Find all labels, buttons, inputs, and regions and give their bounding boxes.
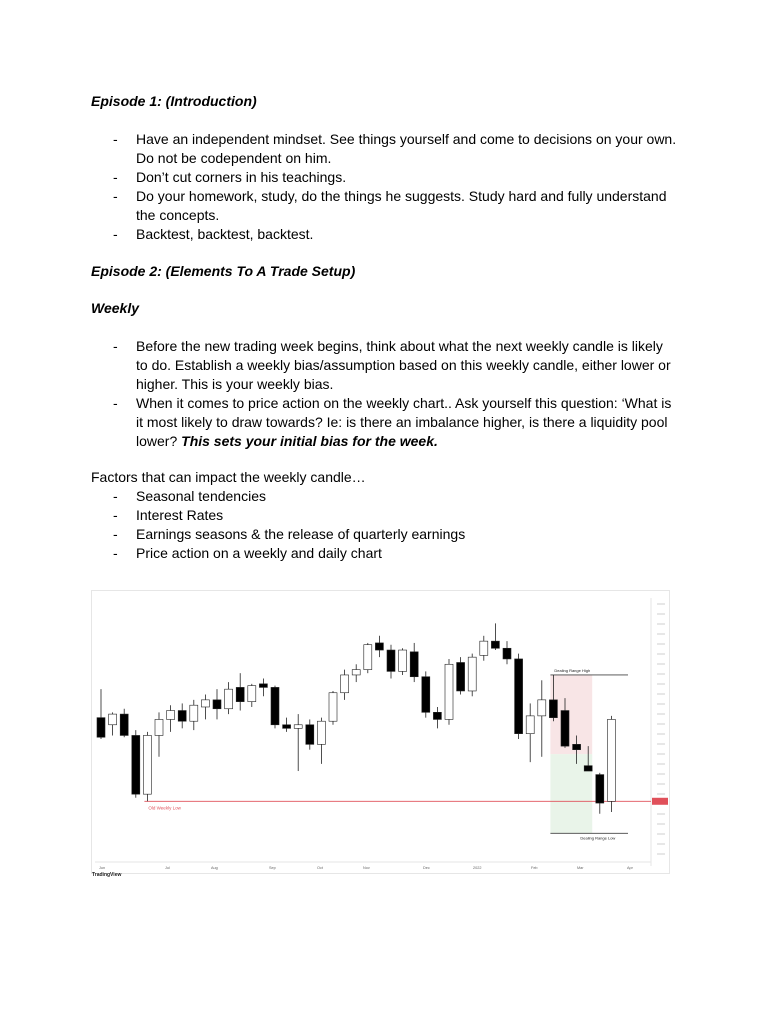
candle-body (259, 684, 267, 688)
candle-body (387, 650, 395, 671)
bias-emphasis: This sets your initial bias for the week. (181, 433, 438, 449)
candle-body (549, 700, 557, 718)
candle-body (271, 687, 279, 724)
candle-body (132, 735, 140, 794)
time-axis-label: Mar (577, 866, 584, 870)
weekly-chart-screenshot (91, 590, 670, 885)
candle-body (364, 645, 372, 670)
candle-body (143, 735, 151, 794)
candle-body (584, 766, 592, 771)
dash-bullet: - (113, 545, 118, 561)
candle-body (410, 652, 418, 677)
candle-body (306, 725, 314, 745)
candle-body (457, 662, 465, 690)
dash-bullet: - (113, 169, 118, 185)
candle-body (538, 700, 546, 716)
list-item: - Seasonal tendencies (113, 488, 266, 504)
dash-bullet: - (113, 526, 118, 542)
dash-bullet: - (113, 507, 118, 523)
time-axis-label: 2022 (473, 866, 482, 870)
candle-body (120, 714, 128, 735)
dealing-range-high-label: Dealing Range High (554, 667, 591, 673)
candle-body (236, 687, 244, 701)
weekly-subheading: Weekly (91, 300, 139, 316)
candle-body (445, 664, 453, 719)
list-item: - When it comes to price action on the weekly chart.. Ask yourself this question: ‘What is it most likely to draw towards? Ie: is there an imbalance higher, is there a liquidity pool lower? This sets your initial bias for the week. (113, 395, 672, 449)
candle-body (607, 719, 615, 801)
price-tag (652, 798, 668, 805)
factors-list (0, 487, 700, 563)
time-axis-label: Apr (627, 866, 633, 870)
candle-body (155, 719, 163, 735)
time-axis-label: Oct (317, 866, 323, 870)
candle-body (480, 641, 488, 655)
episode-1-list (0, 130, 700, 244)
candlestick-chart (91, 590, 670, 885)
candle-body (213, 700, 221, 709)
candle-body (283, 725, 291, 729)
list-item: - Backtest, backtest, backtest. (113, 226, 314, 242)
candle-body (317, 721, 325, 744)
list-item: - Earnings seasons & the release of quarterly earnings (113, 526, 466, 542)
time-axis-label: Dec (423, 866, 430, 870)
episode-1-heading: Episode 1: (Introduction) (91, 93, 257, 109)
candle-body (178, 711, 186, 722)
tradingview-logo: TradingView (92, 872, 122, 878)
time-axis-label: Sep (269, 866, 276, 870)
time-axis-label: Jun (99, 866, 106, 870)
episode-2-heading: Episode 2: (Elements To A Trade Setup) (91, 263, 356, 279)
candle-body (109, 714, 117, 725)
candle-body (225, 689, 233, 709)
candle-body (399, 650, 407, 671)
list-item: - Have an independent mindset. See things yourself and come to decisions on your own. Do not be codependent on him. (113, 131, 677, 166)
dash-bullet: - (113, 488, 118, 504)
episode-2-list (0, 337, 700, 451)
dealing-range-low-label: Dealing Range Low (580, 835, 616, 841)
candle-body (468, 657, 476, 691)
list-item: - Price action on a weekly and daily chart (113, 545, 382, 561)
candle-body (294, 725, 302, 729)
candle-body (491, 641, 499, 648)
dash-bullet: - (113, 395, 118, 411)
candle-body (248, 686, 256, 702)
candle-body (167, 711, 175, 720)
candle-body (375, 643, 383, 650)
candle-body (341, 675, 349, 693)
list-item: - Do your homework, study, do the things he suggests. Study hard and fully understand the concepts. (113, 188, 667, 223)
time-axis-label: Feb (531, 866, 538, 870)
candle-body (526, 716, 534, 734)
candle-body (97, 718, 105, 738)
time-axis-label: Nov (363, 866, 370, 870)
candle-body (422, 677, 430, 713)
list-item: - Interest Rates (113, 507, 224, 523)
list-item: - Before the new trading week begins, think about what the next weekly candle is likely to do. Establish a weekly bias/assumption based on this weekly candle, either lower or higher. This is your weekly bias. (113, 338, 671, 392)
old-weekly-low-label: Old Weekly Low (148, 805, 181, 811)
dash-bullet: - (113, 226, 118, 242)
candle-body (201, 700, 209, 707)
time-axis-label: Aug (211, 866, 218, 870)
candle-body (190, 705, 198, 721)
factors-intro: Factors that can impact the weekly candle… (91, 469, 366, 485)
candle-body (352, 670, 360, 675)
dash-bullet: - (113, 338, 118, 354)
candle-body (573, 744, 581, 749)
candle-body (329, 693, 337, 721)
candle-body (515, 659, 523, 734)
candle-body (503, 648, 511, 659)
time-axis-label: Jul (165, 866, 170, 870)
dash-bullet: - (113, 131, 118, 147)
candle-body (561, 711, 569, 747)
candle-body (433, 712, 441, 719)
dash-bullet: - (113, 188, 118, 204)
candle-body (596, 775, 604, 803)
list-item: - Don’t cut corners in his teachings. (113, 169, 347, 185)
